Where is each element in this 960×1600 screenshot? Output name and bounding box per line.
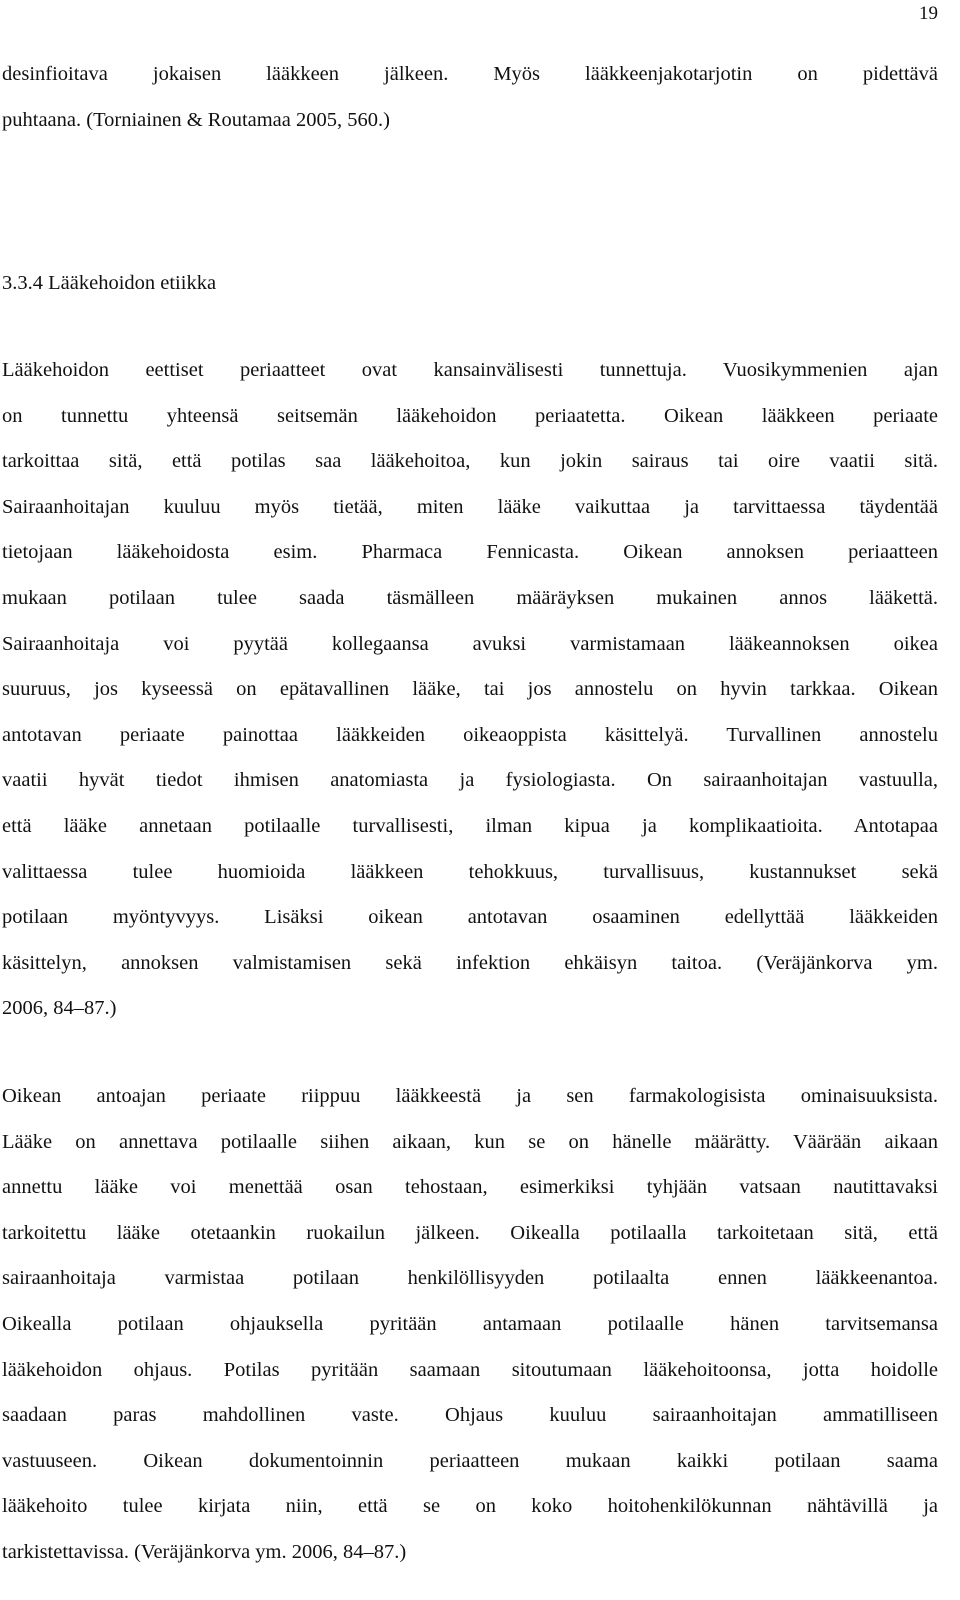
text-line: tarkoittaa sitä, että potilas saa lääkehoitoa, kun jokin sairaus tai oire vaatii sitä. (2, 450, 938, 473)
text-line: 2006, 84–87.) (2, 997, 117, 1020)
text-line: sairaanhoitaja varmistaa potilaan henkilöllisyyden potilaalta ennen lääkkeenantoa. (2, 1267, 938, 1290)
text-line: vaatii hyvät tiedot ihmisen anatomiasta ja fysiologiasta. On sairaanhoitajan vastuulla, (2, 769, 938, 792)
text-line: tietojaan lääkehoidosta esim. Pharmaca Fennicasta. Oikean annoksen periaatteen (2, 541, 938, 564)
text-line: Sairaanhoitajan kuuluu myös tietää, miten lääke vaikuttaa ja tarvittaessa täydentää (2, 495, 938, 518)
section-heading: 3.3.4 Lääkehoidon etiikka (2, 272, 217, 294)
text-line: mukaan potilaan tulee saada täsmälleen määräyksen mukainen annos lääkettä. (2, 586, 938, 609)
paragraph-timing-patient (2, 1074, 938, 1576)
text-line: Lääkehoidon eettiset periaatteet ovat kansainvälisesti tunnettuja. Vuosikymmenien ajan (2, 359, 938, 381)
text-line: tarkistettavissa. (Veräjänkorva ym. 2006, 84–87.) (2, 1540, 407, 1563)
text-line: saadaan paras mahdollinen vaste. Ohjaus kuuluu sairaanhoitajan ammatilliseen (2, 1404, 938, 1427)
text-line: käsittelyn, annoksen valmistamisen sekä infektion ehkäisyn taitoa. (Veräjänkorva ym. (2, 951, 938, 974)
text-line: annettu lääke voi menettää osan tehostaan, esimerkiksi tyhjään vatsaan nautittavaksi (2, 1176, 938, 1199)
text-line: suuruus, jos kyseessä on epätavallinen lääke, tai jos annostelu on hyvin tarkkaa. Oikean (2, 678, 938, 701)
paragraph-hygiene (2, 52, 938, 143)
text-line: puhtaana. (Torniainen & Routamaa 2005, 560.) (2, 108, 390, 131)
text-line: että lääke annetaan potilaalle turvallisesti, ilman kipua ja komplikaatioita. Antotapaa (2, 814, 938, 837)
text-line: Lääke on annettava potilaalle siihen aikaan, kun se on hänelle määrätty. Väärään aikaan (2, 1130, 938, 1153)
text-line: potilaan myöntyvyys. Lisäksi oikean antotavan osaaminen edellyttää lääkkeiden (2, 906, 938, 929)
text-line: valittaessa tulee huomioida lääkkeen tehokkuus, turvallisuus, kustannukset sekä (2, 860, 938, 883)
text-line: lääkehoito tulee kirjata niin, että se on koko hoitohenkilökunnan nähtävillä ja (2, 1495, 938, 1518)
text-line: vastuuseen. Oikean dokumentoinnin periaatteen mukaan kaikki potilaan saama (2, 1449, 938, 1472)
text-line: antotavan periaate painottaa lääkkeiden oikeaoppista käsittelyä. Turvallinen annostelu (2, 723, 938, 746)
text-line: lääkehoidon ohjaus. Potilas pyritään saamaan sitoutumaan lääkehoitoonsa, jotta hoidolle (2, 1358, 938, 1381)
page-number: 19 (919, 3, 938, 24)
text-line: desinfioitava jokaisen lääkkeen jälkeen. Myös lääkkeenjakotarjotin on pidettävä (2, 63, 938, 85)
text-line: Oikealla potilaan ohjauksella pyritään antamaan potilaalle hänen tarvitsemansa (2, 1312, 938, 1335)
text-line: tarkoitettu lääke otetaankin ruokailun jälkeen. Oikealla potilaalla tarkoitetaan sitä, että (2, 1221, 938, 1244)
text-line: Oikean antoajan periaate riippuu lääkkeestä ja sen farmakologisista ominaisuuksista. (2, 1085, 938, 1107)
text-line: Sairaanhoitaja voi pyytää kollegaansa avuksi varmistamaan lääkeannoksen oikea (2, 632, 938, 655)
paragraph-ethics-principles (2, 348, 938, 1032)
text-line: on tunnettu yhteensä seitsemän lääkehoidon periaatetta. Oikean lääkkeen periaate (2, 404, 938, 427)
